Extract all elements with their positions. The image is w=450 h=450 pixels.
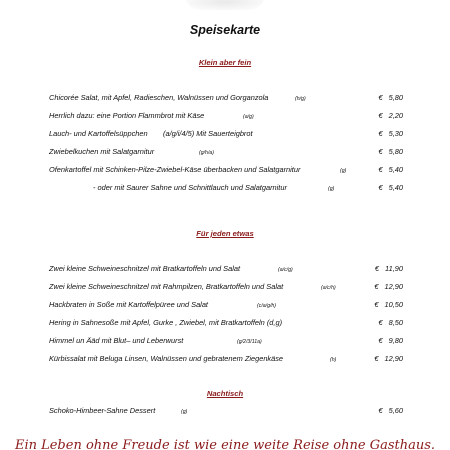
item-price-value: 9,80 xyxy=(388,336,403,345)
item-allergen-codes: (g) xyxy=(181,409,188,415)
item-price-value: 12,90 xyxy=(384,282,403,291)
item-price xyxy=(378,128,403,140)
item-price-value: 2,20 xyxy=(388,111,403,120)
item-description: Ofenkartoffel mit Schinken-Pilze-Zwiebel-Käse überbacken und Salatgarnitur xyxy=(49,165,301,174)
page-title: Speisekarte xyxy=(189,23,261,37)
item-description: Zwiebelkuchen mit Salatgarnitur xyxy=(49,147,155,156)
item-price-value: 5,30 xyxy=(388,129,403,138)
currency-symbol: € xyxy=(378,183,383,192)
item-allergen-codes: (h/g) xyxy=(295,96,306,102)
section-title-fuer-jeden-etwas: Für jeden etwas xyxy=(196,229,254,238)
currency-symbol: € xyxy=(378,93,383,102)
item-description: Herrlich dazu: eine Portion Flammbrot mit Käse xyxy=(49,111,205,120)
section-title-klein-aber-fein: Klein aber fein xyxy=(198,58,252,67)
item-description: Zwei kleine Schweineschnitzel mit Rahmpilzen, Bratkartoffeln und Salat xyxy=(49,282,284,291)
menu-item xyxy=(49,182,403,194)
item-price xyxy=(378,164,403,176)
item-price xyxy=(374,299,403,311)
item-price-value: 8,50 xyxy=(388,318,403,327)
currency-symbol: € xyxy=(378,318,383,327)
item-price-value: 5,40 xyxy=(388,183,403,192)
menu-item xyxy=(49,128,403,140)
item-allergen-codes: (g) xyxy=(328,186,335,192)
item-description: Schoko-Himbeer-Sahne Dessert xyxy=(49,406,156,415)
item-price-value: 10,50 xyxy=(384,300,403,309)
menu-item xyxy=(49,335,403,347)
item-allergen-codes: (g/2/3/11a) xyxy=(237,339,262,345)
item-price xyxy=(378,405,403,417)
item-price xyxy=(378,146,403,158)
currency-symbol: € xyxy=(374,264,380,273)
item-allergen-codes: (h) xyxy=(330,357,337,363)
item-price xyxy=(378,92,403,104)
item-allergen-codes: (g/h/a) xyxy=(199,150,214,156)
item-description: Hering in Sahnesoße mit Apfel, Gurke , Zwiebel, mit Bratkartoffeln (d,g) xyxy=(49,318,283,327)
currency-symbol: € xyxy=(378,111,383,120)
item-price xyxy=(378,182,403,194)
section-title-nachtisch: Nachtisch xyxy=(206,389,244,398)
item-description: Hackbraten in Soße mit Kartoffelpüree und Salat xyxy=(49,300,208,309)
menu-item xyxy=(49,164,403,176)
item-price xyxy=(378,335,403,347)
currency-symbol: € xyxy=(378,129,383,138)
menu-item xyxy=(49,317,403,329)
currency-symbol: € xyxy=(378,336,383,345)
item-price-value: 12,90 xyxy=(384,354,403,363)
item-price xyxy=(374,281,403,293)
item-price-value: 5,80 xyxy=(388,147,403,156)
item-allergen-codes: (a/c/h) xyxy=(321,285,336,291)
currency-symbol: € xyxy=(378,406,383,415)
item-allergen-codes: (a/g) xyxy=(243,114,254,120)
menu-item xyxy=(49,299,403,311)
item-price-value: 5,80 xyxy=(388,93,403,102)
item-price-value: 5,40 xyxy=(388,165,403,174)
item-description: Kürbissalat mit Beluga Linsen, Walnüssen und gebratenem Ziegenkäse xyxy=(49,354,284,363)
menu-item xyxy=(49,110,403,122)
menu-item xyxy=(49,92,403,104)
item-price xyxy=(375,263,403,275)
item-allergen-codes: (a/c/g) xyxy=(278,267,293,273)
item-price xyxy=(378,317,403,329)
item-price-value: 11,90 xyxy=(385,264,403,273)
currency-symbol: € xyxy=(374,282,379,291)
item-description: - oder mit Saurer Sahne und Schnittlauch und Salatgarnitur xyxy=(93,183,287,192)
item-allergen-codes: (c/a/g/h) xyxy=(257,303,277,309)
menu-item xyxy=(49,353,403,365)
item-allergen-codes: (g) xyxy=(340,168,347,174)
menu-item xyxy=(49,405,403,417)
item-description: Himmel un Ääd mit Blut– und Leberwurst xyxy=(49,336,184,345)
item-allergen-codes: (a/g/i/4/5) Mit Sauerteigbrot xyxy=(163,129,253,138)
item-price-value: 5,60 xyxy=(388,406,403,415)
item-price xyxy=(374,353,403,365)
menu-item xyxy=(49,263,403,275)
currency-symbol: € xyxy=(378,147,383,156)
item-price xyxy=(378,110,403,122)
item-description: Chicorée Salat, mit Apfel, Radieschen, Walnüssen und Gorganzola xyxy=(49,93,269,102)
currency-symbol: € xyxy=(374,300,379,309)
logo-watermark xyxy=(185,0,265,10)
menu-item xyxy=(49,281,403,293)
currency-symbol: € xyxy=(378,165,383,174)
item-description: Zwei kleine Schweineschnitzel mit Bratkartoffeln und Salat xyxy=(49,264,241,273)
menu-item xyxy=(49,146,403,158)
currency-symbol: € xyxy=(374,354,379,363)
item-description: Lauch- und Kartoffelsüppchen xyxy=(49,129,148,138)
footer-quote: Ein Leben ohne Freude ist wie eine weite Reise ohne Gasthaus. xyxy=(14,438,436,450)
